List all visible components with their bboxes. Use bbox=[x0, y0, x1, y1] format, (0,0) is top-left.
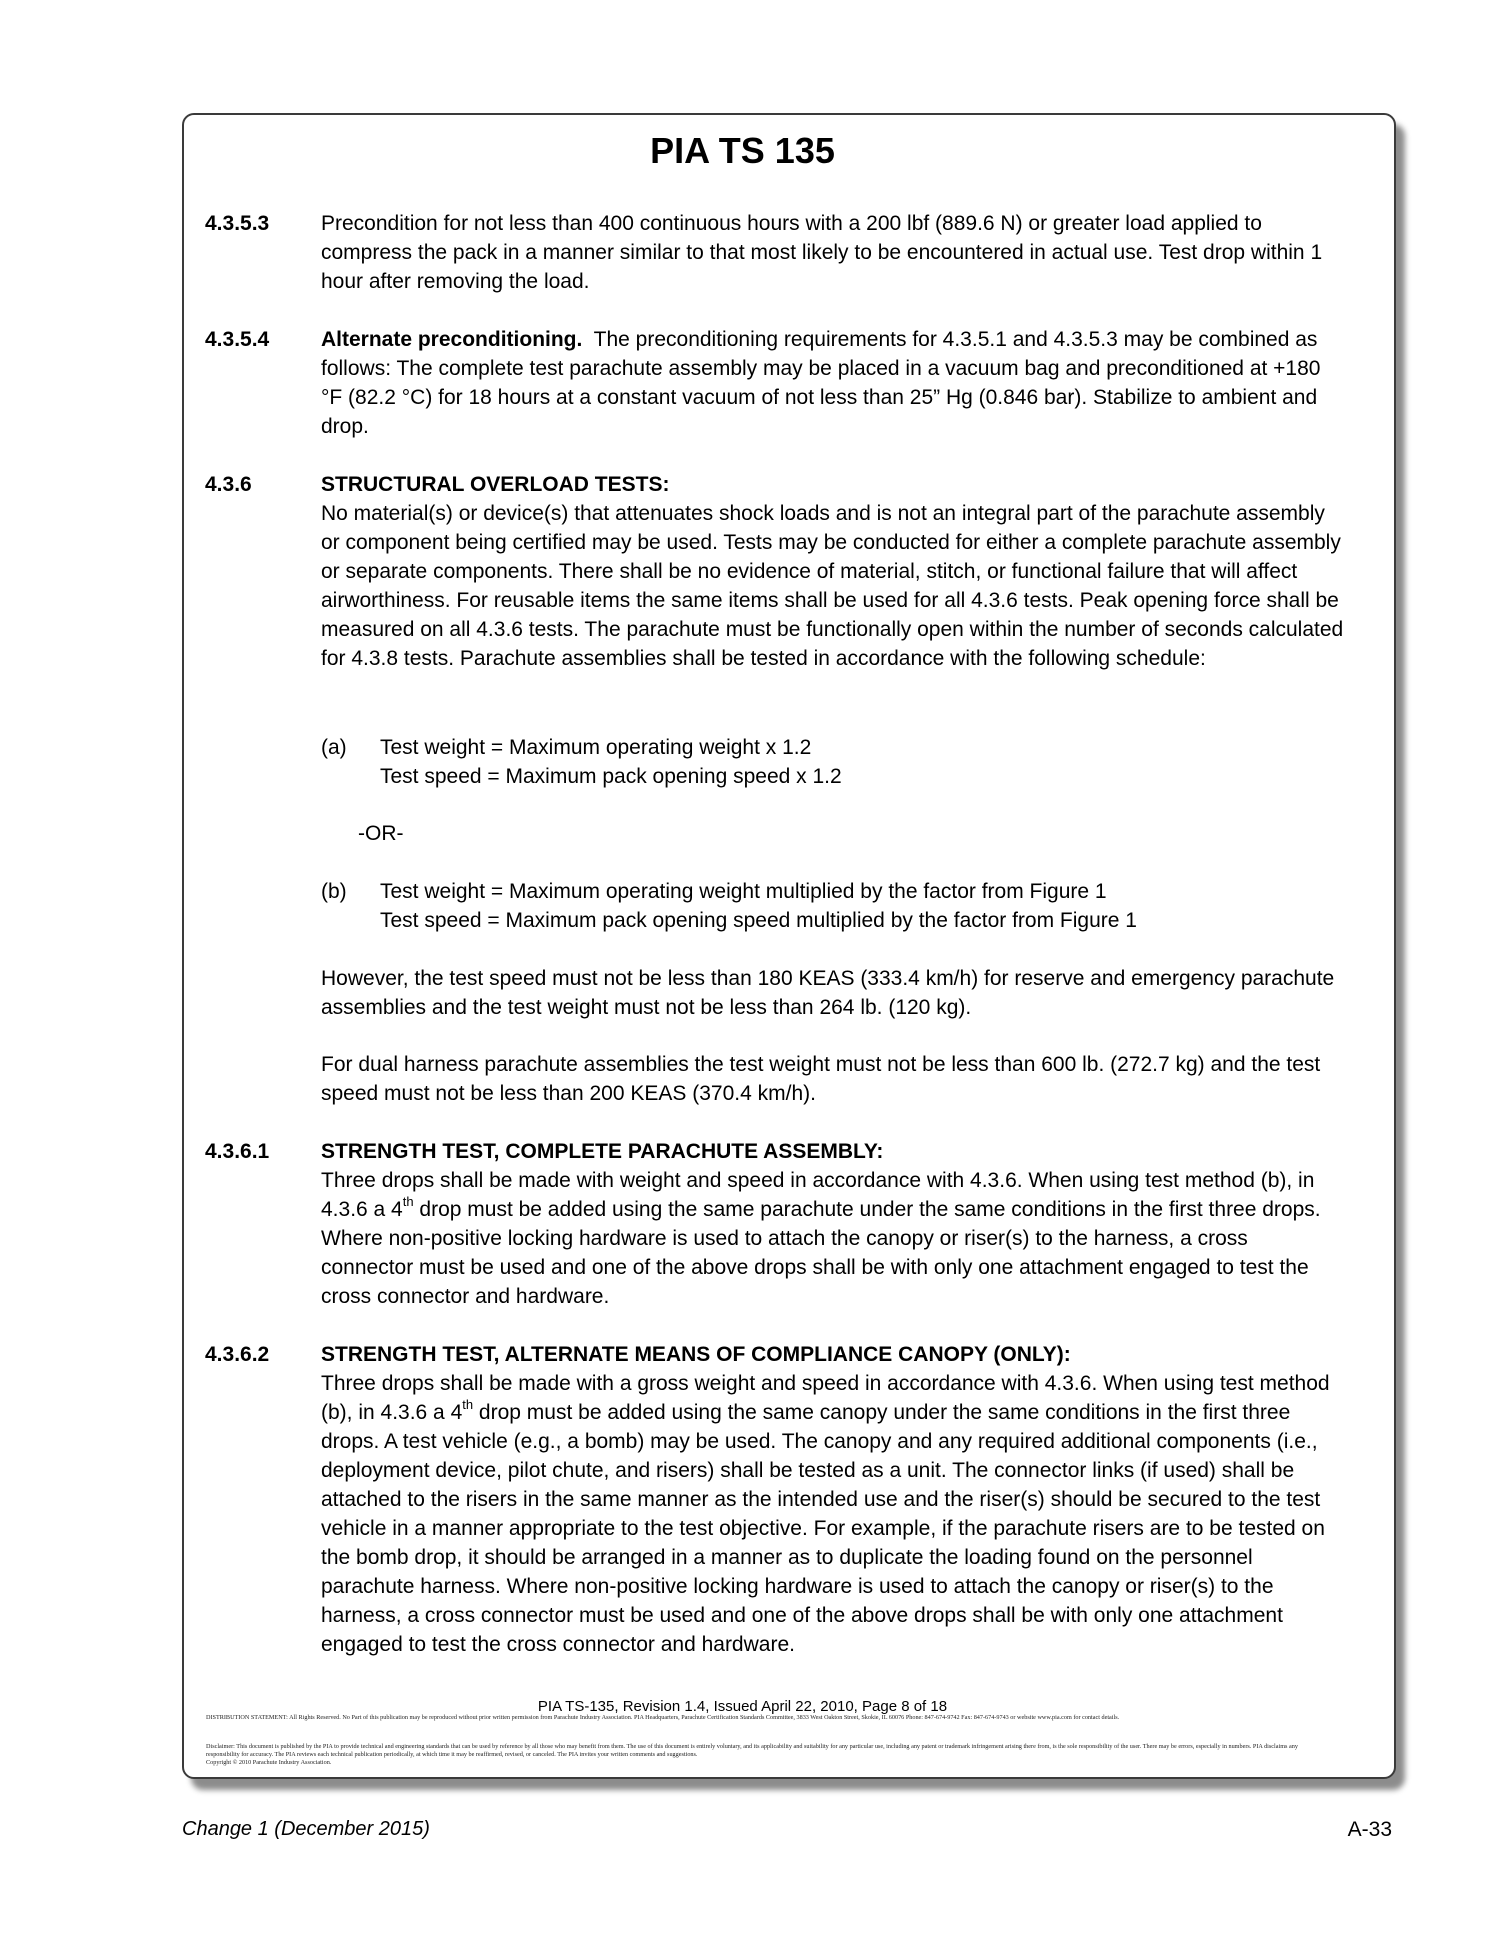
section-4-3-6 bbox=[205, 470, 1345, 673]
change-note: Change 1 (December 2015) bbox=[182, 1818, 430, 1840]
section-heading: STRUCTURAL OVERLOAD TESTS: bbox=[321, 473, 670, 496]
page-number: A-33 bbox=[1347, 1818, 1392, 1841]
section-text: Three drops shall be made with weight and speed in accordance with 4.3.6. When using test method (b), in 4.3.6 a 4 bbox=[321, 1169, 1315, 1221]
item-line: Test weight = Maximum operating weight x 1.2 bbox=[380, 736, 812, 759]
page-title: PIA TS 135 bbox=[650, 130, 835, 171]
section-4-3-5-3 bbox=[205, 209, 1345, 296]
item-line: Test speed = Maximum pack opening speed x 1.2 bbox=[380, 765, 842, 788]
distribution-statement: DISTRIBUTION STATEMENT: All Rights Reserved. No Part of this publication may be reproduced without prior written permission from Parachute Industry Association. PIA Headquarters, Parachute Certification Standards Committee, 3833 West Oakton Street, Skokie, IL 60076 Phone: 847-674-9742 Fax: 847-674-9743 or website www.pia.com for contact details. bbox=[206, 1714, 1120, 1721]
section-text: Three drops shall be made with a gross weight and speed in accordance with 4.3.6. When using test method (b), in 4.3.6 a 4 bbox=[321, 1372, 1330, 1424]
schedule-item-a bbox=[321, 733, 1321, 791]
paragraph-dual-harness: For dual harness parachute assemblies the test weight must not be less than 600 lb. (272.7 kg) and the test speed must not be less than 200 KEAS (370.4 km/h). bbox=[321, 1053, 1321, 1105]
section-heading: Alternate preconditioning. bbox=[321, 328, 583, 351]
schedule-item-b bbox=[321, 877, 1321, 935]
section-text: The preconditioning requirements for 4.3.5.1 and 4.3.5.3 may be combined as follows: The complete test parachute assembly may be placed in a vacuum bag and preconditioned at +180 °F (82.2 °C) for 18 hours at a constant vacuum of not less than 25” Hg (0.846 bar). Stabilize to ambient and drop. bbox=[321, 328, 1321, 438]
section-4-3-5-4 bbox=[205, 325, 1345, 441]
copyright-text: Copyright © 2010 Parachute Industry Association. bbox=[206, 1759, 332, 1766]
section-number: 4.3.6 bbox=[205, 473, 252, 496]
superscript: th bbox=[462, 1397, 474, 1412]
superscript: th bbox=[402, 1194, 414, 1209]
disclaimer-text: Disclaimer: This document is published by the PIA to provide technical and engineering standards that can be used by reference by all those who may benefit from them. The use of this document is entirely voluntary, and its applicability and suitability for any particular use, including any patent or trademark infringement arising there from, is the sole responsibility of the user. There may be errors, especially in numbers. PIA disclaims any responsibility for accuracy. The PIA reviews each technical publication periodically, at which time it may be reaffirmed, revised, or canceled. The PIA invites your written comments and suggestions. bbox=[206, 1743, 1298, 1758]
section-text: No material(s) or device(s) that attenuates shock loads and is not an integral part of the parachute assembly or component being certified may be used. Tests may be conducted for either a complete parachute assembly or separate components. There shall be no evidence of material, stitch, or functional failure that will affect airworthiness. For reusable items the same items shall be used for all 4.3.6 tests. Peak opening force shall be measured on all 4.3.6 tests. The parachute must be functionally open within the number of seconds calculated for 4.3.8 tests. Parachute assemblies shall be tested in accordance with the following schedule: bbox=[321, 502, 1344, 670]
or-separator: -OR- bbox=[358, 822, 404, 845]
section-text: drop must be added using the same parachute under the same conditions in the first three drops. Where non-positive locking hardware is used to attach the canopy or riser(s) to the harness, a cross connector must be used and one of the above drops shall be with only one attachment engaged to test the cross connector and hardware. bbox=[321, 1198, 1321, 1308]
section-4-3-6-1 bbox=[205, 1137, 1345, 1311]
item-line: Test weight = Maximum operating weight multiplied by the factor from Figure 1 bbox=[380, 880, 1107, 903]
document-id-footer: PIA TS-135, Revision 1.4, Issued April 22, 2010, Page 8 of 18 bbox=[537, 1698, 948, 1715]
paragraph-however: However, the test speed must not be less than 180 KEAS (333.4 km/h) for reserve and emergency parachute assemblies and the test weight must not be less than 264 lb. (120 kg). bbox=[321, 967, 1335, 1019]
section-heading: STRENGTH TEST, ALTERNATE MEANS OF COMPLIANCE CANOPY (ONLY): bbox=[321, 1343, 1071, 1366]
section-number: 4.3.5.4 bbox=[205, 328, 270, 351]
section-number: 4.3.6.1 bbox=[205, 1140, 270, 1163]
item-label: (a) bbox=[321, 736, 347, 759]
section-number: 4.3.6.2 bbox=[205, 1343, 270, 1366]
item-label: (b) bbox=[321, 880, 347, 903]
item-line: Test speed = Maximum pack opening speed multiplied by the factor from Figure 1 bbox=[380, 909, 1137, 932]
disclaimer bbox=[206, 1743, 1330, 1767]
section-number: 4.3.5.3 bbox=[205, 212, 270, 235]
section-text: drop must be added using the same canopy under the same conditions in the first three drops. A test vehicle (e.g., a bomb) may be used. The canopy and any required additional components (i.e., deployment device, pilot chute, and risers) shall be tested as a unit. The connector links (if used) shall be attached to the risers in the same manner as the intended use and the riser(s) should be secured to the test vehicle in a manner appropriate to the test objective. For example, if the parachute risers are to be tested on the bomb drop, it should be arranged in a manner as to duplicate the loading found on the personnel parachute harness. Where non-positive locking hardware is used to attach the canopy or riser(s) to the harness, a cross connector must be used and one of the above drops shall be with only one attachment engaged to test the cross connector and hardware. bbox=[321, 1401, 1325, 1656]
section-heading: STRENGTH TEST, COMPLETE PARACHUTE ASSEMBLY: bbox=[321, 1140, 884, 1163]
section-4-3-6-2 bbox=[205, 1340, 1345, 1659]
section-text: Precondition for not less than 400 continuous hours with a 200 lbf (889.6 N) or greater load applied to compress the pack in a manner similar to that most likely to be encountered in actual use. Test drop within 1 hour after removing the load. bbox=[321, 212, 1323, 293]
